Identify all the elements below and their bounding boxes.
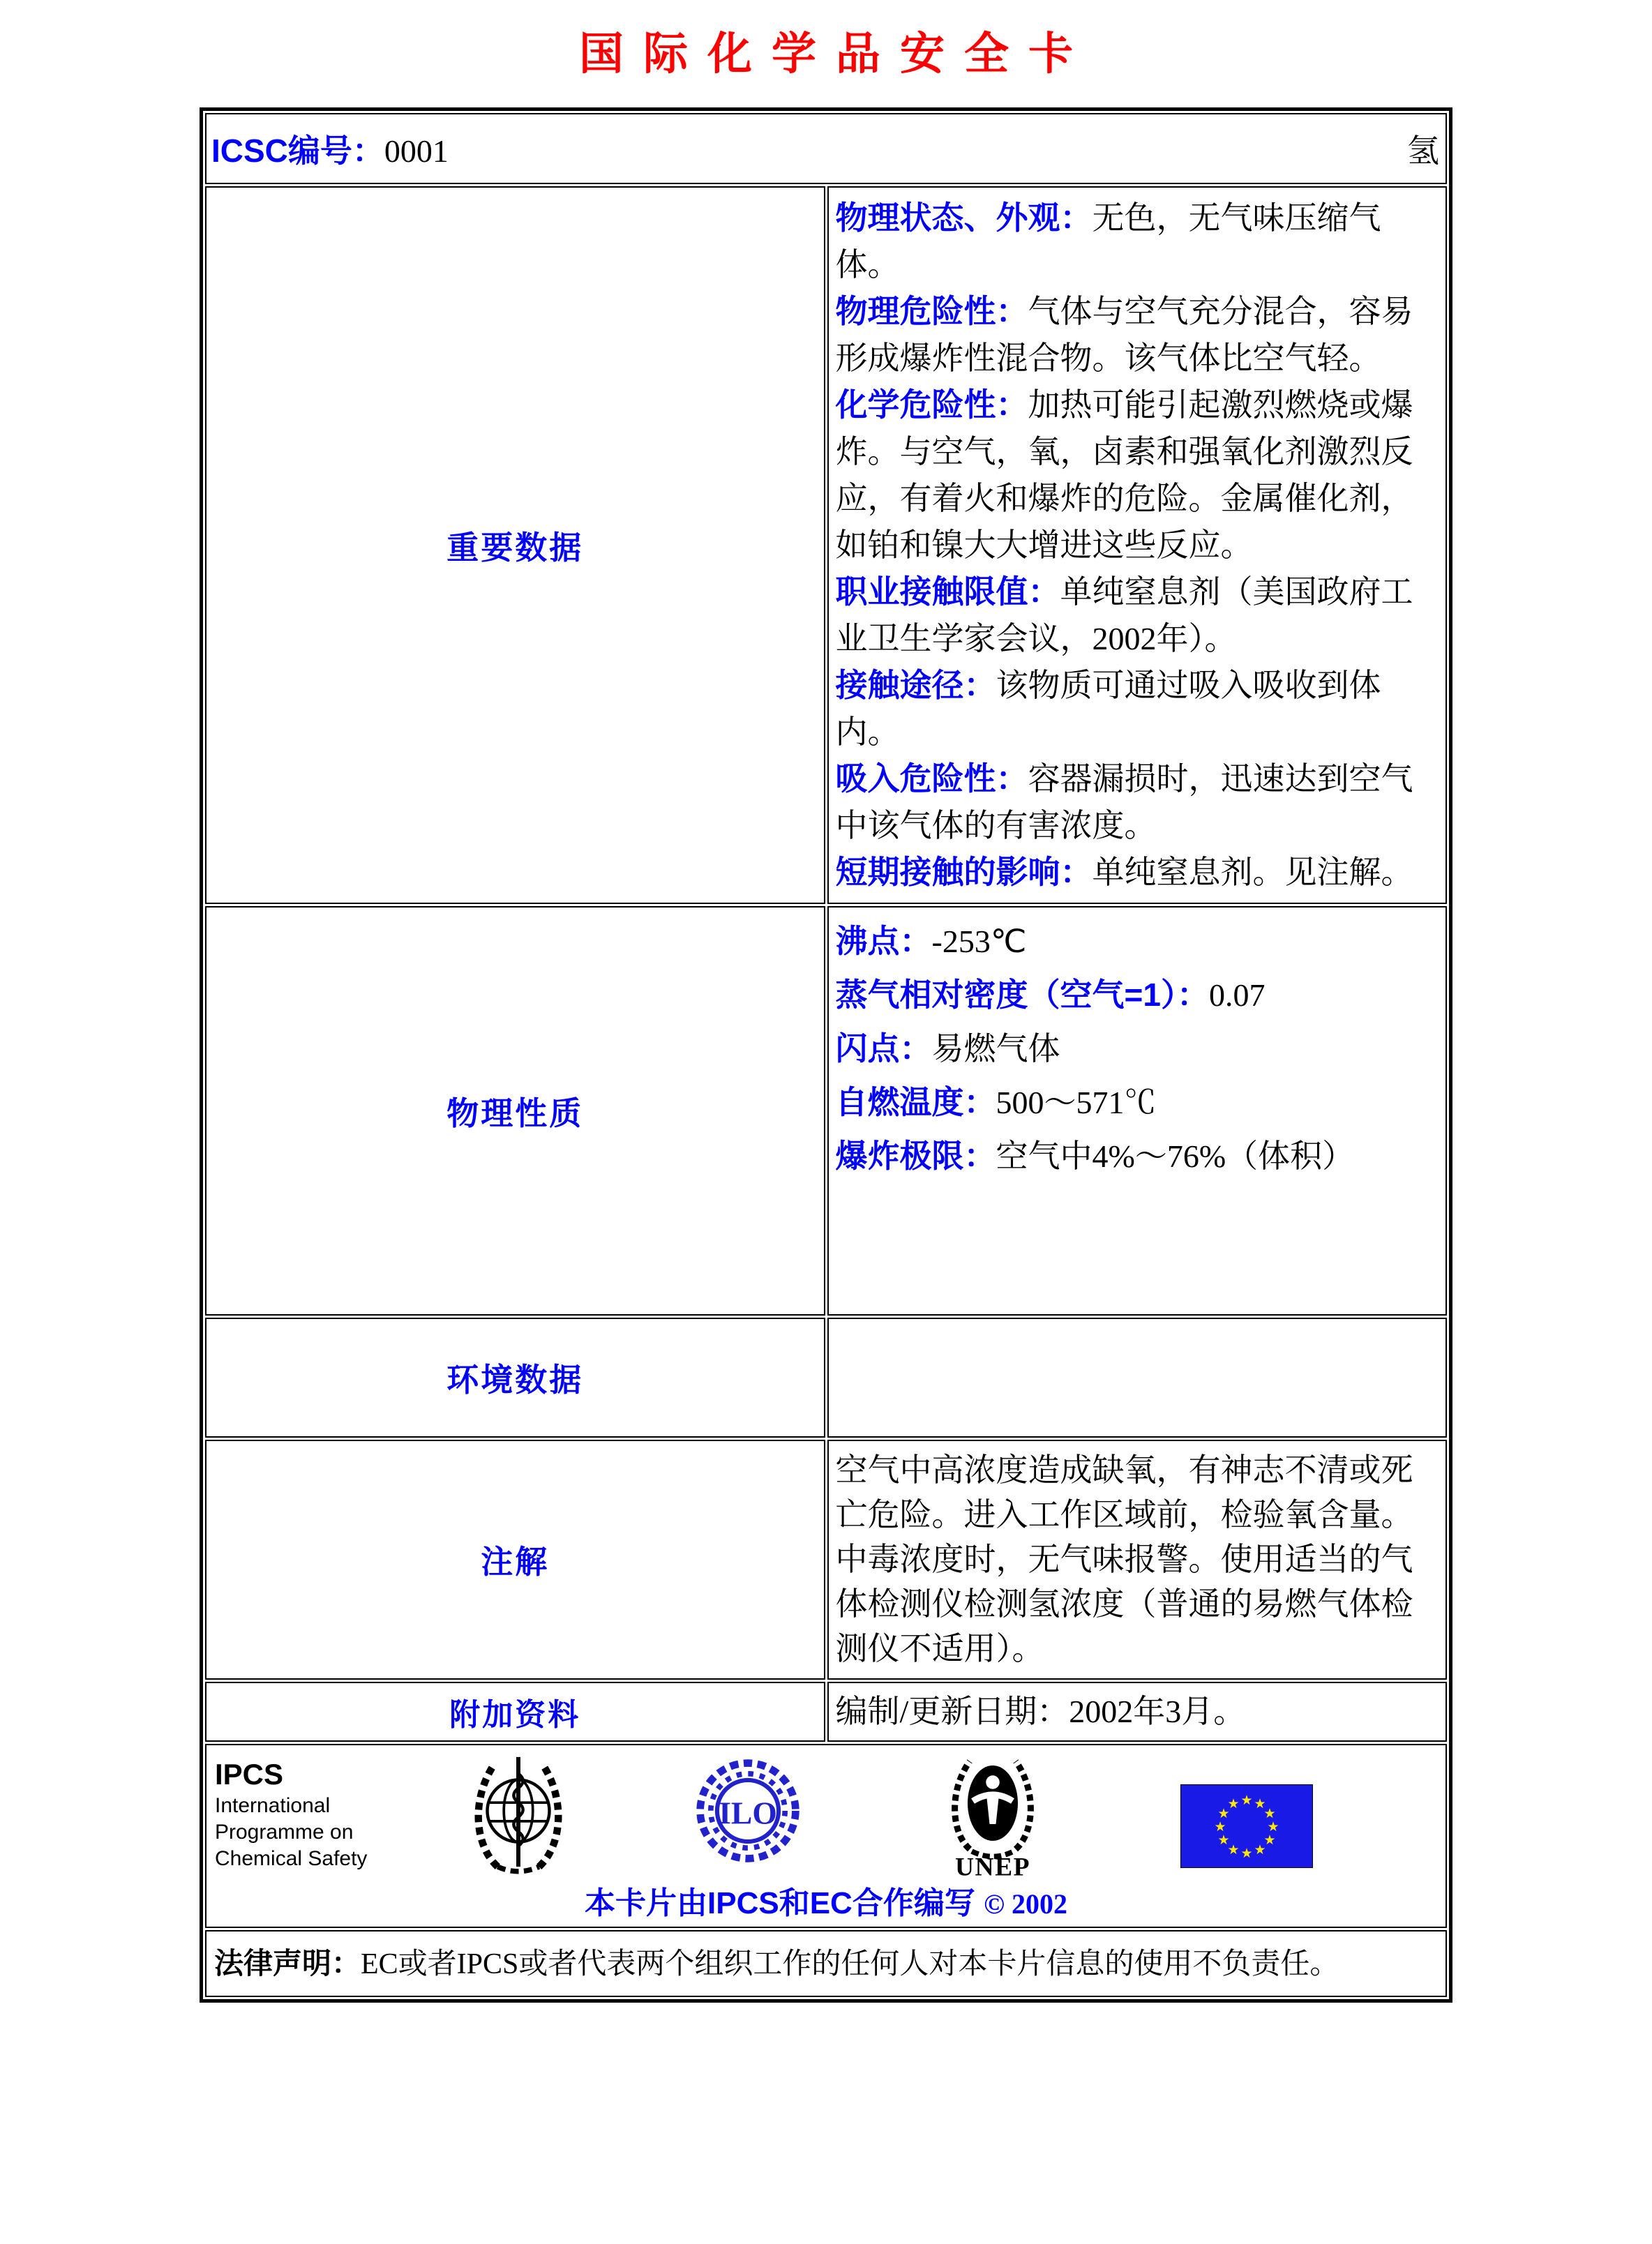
footer-copyright: © 2002 bbox=[984, 1888, 1067, 1920]
svg-text:★: ★ bbox=[1263, 1832, 1276, 1848]
svg-text:★: ★ bbox=[1227, 1796, 1240, 1812]
important-item bbox=[836, 288, 1436, 382]
svg-text:★: ★ bbox=[1217, 1832, 1230, 1848]
field-value: 气体与空气充分混合，容易形成爆炸性混合物。该气体比空气轻。 bbox=[835, 294, 1413, 376]
physical-item bbox=[836, 1022, 1436, 1076]
field-label: 自燃温度： bbox=[835, 1084, 996, 1120]
physical-item bbox=[836, 1076, 1436, 1129]
field-label: 职业接触限值： bbox=[835, 573, 1060, 610]
field-label: 物理危险性： bbox=[835, 293, 1028, 329]
important-item bbox=[836, 382, 1436, 568]
field-label: 蒸气相对密度（空气=1）： bbox=[835, 977, 1209, 1013]
important-item bbox=[836, 849, 1436, 896]
ipcs-acronym: IPCS bbox=[215, 1758, 284, 1791]
field-value: 加热可能引起激烈燃烧或爆炸。与空气，氧，卤素和强氧化剂激烈反应，有着火和爆炸的危险。金属催化剂，如铂和镍大大增进这些反应。 bbox=[835, 387, 1413, 563]
row-important-data bbox=[205, 186, 1447, 904]
legal-cell bbox=[205, 1930, 1447, 1997]
important-item bbox=[836, 755, 1436, 849]
ilo-logo-icon bbox=[695, 1758, 801, 1864]
field-value: 单纯窒息剂（美国政府工业卫生学家会议，2002年）。 bbox=[835, 574, 1413, 656]
legal-label: 法律声明： bbox=[214, 1946, 361, 1980]
field-label: 化学危险性： bbox=[835, 386, 1028, 423]
environmental-data-content bbox=[827, 1318, 1448, 1438]
chemical-name: 氢 bbox=[1407, 133, 1439, 169]
physical-item bbox=[836, 1129, 1436, 1183]
field-label: 沸点： bbox=[835, 923, 932, 959]
physical-properties-content bbox=[827, 906, 1448, 1316]
row-notes bbox=[205, 1440, 1447, 1680]
field-label: 闪点： bbox=[835, 1030, 932, 1067]
important-item bbox=[836, 195, 1436, 288]
header-row bbox=[205, 113, 1447, 184]
svg-text:★: ★ bbox=[1217, 1806, 1230, 1821]
additional-info-label: 附加资料 bbox=[205, 1682, 825, 1742]
environmental-data-label: 环境数据 bbox=[205, 1318, 825, 1438]
important-data-content bbox=[827, 186, 1448, 904]
field-label: 吸入危险性： bbox=[835, 760, 1028, 797]
physical-item bbox=[836, 914, 1436, 968]
important-data-label: 重要数据 bbox=[205, 186, 825, 904]
field-label: 物理状态、外观： bbox=[835, 199, 1092, 236]
field-value: 0.07 bbox=[1208, 977, 1266, 1013]
svg-text:★: ★ bbox=[1240, 1793, 1253, 1808]
physical-item bbox=[836, 968, 1436, 1022]
field-value: 单纯窒息剂。见注解。 bbox=[1092, 854, 1413, 890]
icsc-number-label: ICSC编号： bbox=[211, 133, 384, 169]
field-label: 短期接触的影响： bbox=[835, 854, 1092, 890]
footer-caption bbox=[206, 1878, 1446, 1922]
ilo-logo-text: ILO bbox=[719, 1795, 777, 1831]
who-logo-icon bbox=[466, 1751, 571, 1875]
svg-text:★: ★ bbox=[1267, 1819, 1279, 1835]
unep-logo-icon bbox=[940, 1751, 1045, 1881]
row-physical-properties bbox=[205, 906, 1447, 1316]
svg-text:★: ★ bbox=[1227, 1842, 1240, 1858]
physical-properties-label: 物理性质 bbox=[205, 906, 825, 1316]
field-value: -253℃ bbox=[931, 924, 1027, 959]
ipcs-text-block bbox=[215, 1756, 367, 1872]
additional-info-content bbox=[827, 1682, 1448, 1742]
icsc-number-group bbox=[211, 126, 449, 172]
ipcs-line: International bbox=[215, 1794, 331, 1817]
row-legal bbox=[205, 1930, 1447, 1997]
ipcs-line: Chemical Safety bbox=[215, 1847, 368, 1870]
svg-text:★: ★ bbox=[1254, 1842, 1266, 1858]
footer-cell bbox=[205, 1744, 1447, 1928]
field-value: 空气中4%～76%（体积） bbox=[996, 1138, 1355, 1174]
page-title: 国际化学品安全卡 bbox=[579, 29, 1092, 79]
field-value: 无色，无气味压缩气体。 bbox=[835, 200, 1381, 283]
field-label: 爆炸极限： bbox=[835, 1138, 996, 1174]
field-value: 该物质可通过吸入吸收到体内。 bbox=[835, 668, 1381, 750]
icsc-number-value: 0001 bbox=[384, 133, 449, 169]
field-label: 接触途径： bbox=[835, 667, 996, 703]
additional-info-text: 编制/更新日期：2002年3月。 bbox=[835, 1694, 1246, 1729]
field-value: 易燃气体 bbox=[931, 1031, 1060, 1067]
notes-label: 注解 bbox=[205, 1440, 825, 1680]
notes-text: 空气中高浓度造成缺氧，有神志不清或死亡危险。进入工作区域前，检验氧含量。中毒浓度时，无气味报警。使用适当的气体检测仪检测氢浓度（普通的易燃气体检测仪不适用）。 bbox=[835, 1452, 1413, 1666]
legal-text: EC或者IPCS或者代表两个组织工作的任何人对本卡片信息的使用不负责任。 bbox=[361, 1948, 1339, 1980]
row-footer-logos bbox=[205, 1744, 1447, 1928]
svg-text:★: ★ bbox=[1240, 1846, 1253, 1861]
svg-text:★: ★ bbox=[1263, 1806, 1276, 1821]
important-item bbox=[836, 662, 1436, 755]
svg-text:★: ★ bbox=[1254, 1796, 1266, 1812]
svg-text:★: ★ bbox=[1214, 1819, 1226, 1835]
footer-caption-text: 本卡片由IPCS和EC合作编写 bbox=[585, 1886, 975, 1920]
eu-flag-icon bbox=[1180, 1784, 1313, 1868]
icsc-card-table bbox=[200, 107, 1452, 2003]
row-environmental-data bbox=[205, 1318, 1447, 1438]
field-value: 500～571℃ bbox=[996, 1085, 1157, 1120]
ipcs-line: Programme on bbox=[215, 1821, 354, 1844]
unep-logo-text: UNEP bbox=[954, 1853, 1031, 1881]
field-value: 容器漏损时，迅速达到空气中该气体的有害浓度。 bbox=[835, 761, 1413, 843]
notes-content bbox=[827, 1440, 1448, 1680]
header-cell bbox=[205, 113, 1447, 184]
important-item bbox=[836, 568, 1436, 662]
row-additional-info bbox=[205, 1682, 1447, 1742]
